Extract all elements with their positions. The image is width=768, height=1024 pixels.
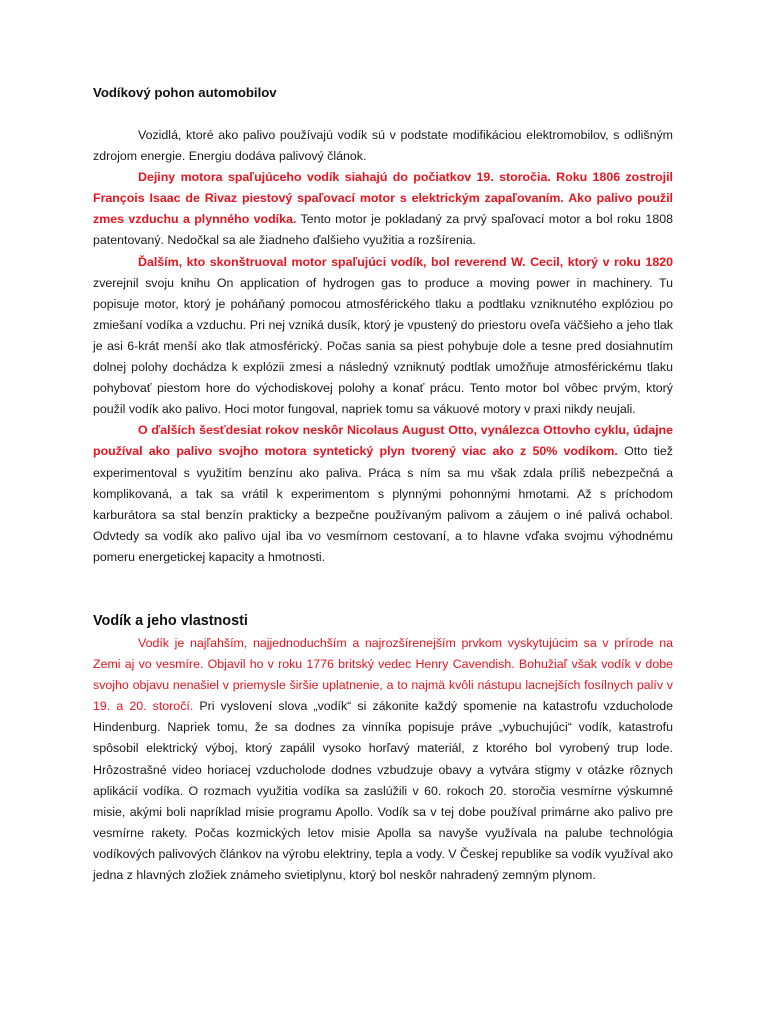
text-cecil: zverejnil svoju knihu On application of hydrogen gas to produce a moving power in machinery. Tu popisuje motor, ktorý je poháňaný pomocou atmosférického tlaku a podtlaku vzniknutého explóziou po zmiešaní vodíka a vzduchu. Pri nej vzniká dusík, ktorý je vpustený do priestoru oveľa väčšieho a jeho tlak je asi 6-krát menší ako tlak atmosférický. Počas sania sa piest pohybuje dole a tesne pred dosiahnutím dolnej polohy dochádza k explózii zmesi a následný vzniknutý podtlak umožňuje atmosférickému tlaku pohybovať piestom hore do východiskovej polohy a konať prácu. Tento motor bol vôbec prvým, ktorý použil vodík ako palivo. Hoci motor fungoval, napriek tomu sa vákuové motory v praxi nikdy neujali. [93,275,673,417]
heading-hydrogen-cars: Vodíkový pohon automobilov [93,85,277,100]
section-properties [93,633,673,886]
heading-hydrogen-properties: Vodík a jeho vlastnosti [93,613,248,629]
highlight-otto: O ďalších šesťdesiat rokov neskôr Nicolaus August Otto, vynálezca Ottovho cyklu, údajne používal ako palivo svojho motora syntetický plyn tvorený viac ako z 50% vodíkom. [93,423,673,459]
paragraph-properties [93,633,673,886]
paragraph-otto [93,420,673,568]
paragraph-intro: Vozidlá, ktoré ako palivo používajú vodík sú v podstate modifikáciou elektromobilov, s odlišným zdrojom energie. Energiu dodáva palivový článok. [93,128,673,164]
paragraph-cecil [93,252,673,421]
highlight-properties: Vodík je najľahším, najjednoduchším a najrozšírenejším prvkom vyskytujúcim sa v prírode na Zemi aj vo vesmíre. Objavil ho v roku 1776 britský vedec Henry Cavendish. Bohužiaľ však vodík v dobe svojho objavu nenašiel v priemysle širšie uplatnenie, a to najmä kvôli nástupu lacnejších fosílnych palív v 19. a 20. storočí. [93,636,673,714]
section-history [93,125,673,568]
text-otto: Otto tiež experimentoval s využitím benzínu ako paliva. Práca s ním sa mu však zdala príliš nebezpečná a komplikovaná, a tak sa vrátil k experimentom s plynnými pohonnými hmotami. Až s príchodom karburátora sa stal benzín prakticky a bezpečne používaným palivom a záujem o iné palivá ochabol. Odvtedy sa vodík ako palivo ujal iba vo vesmírnom cestovaní, a to hlavne vďaka svojmu výhodnému pomeru energetickej kapacity a hmotnosti. [93,444,673,564]
text-rivaz: Tento motor je pokladaný za prvý spaľovací motor a bol roku 1808 patentovaný. Nedočkal sa ale žiadneho ďalšieho využitia a rozšírenia. [93,212,673,248]
paragraph-rivaz [93,167,673,251]
text-properties: Pri vyslovení slova „vodík“ si zákonite každý spomenie na katastrofu vzducholode Hindenburg. Napriek tomu, že sa dodnes za vinníka popisuje práve „vybuchujúci“ vodík, katastrofu spôsobil elektrický výboj, ktorý zapálil vysoko horľavý materiál, z ktorého bol vyrobený trup lode. Hrôzostrašné video horiacej vzducholode dodnes vzbudzuje obavy a vytvára stigmy v otázke rôznych aplikácií vodíka. O rozmach využitia vodíka sa zaslúžili v 60. rokoch 20. storočia vesmírne výskumné misie, akými boli napríklad misie programu Apollo. Vodík sa v tej dobe používal primárne ako palivo pre vesmírne rakety. Počas kozmických letov misie Apolla sa navyše využívala na palube technológia vodíkových palivových článkov na výrobu elektriny, tepla a vody. V Českej republike sa vodík využíval ako jedna z hlavných zložiek známeho svietiplynu, ktorý bol neskôr nahradený zemným plynom. [93,699,674,883]
highlight-rivaz: Dejiny motora spaľujúceho vodík siahajú do počiatkov 19. storočia. Roku 1806 zostrojil François Isaac de Rivaz piestový spaľovací motor s elektrickým zapaľovaním. Ako palivo použil zmes vzduchu a plynného vodíka. [93,170,673,227]
highlight-cecil: Ďalším, kto skonštruoval motor spaľujúci vodík, bol reverend W. Cecil, ktorý v roku 1820 [138,254,673,269]
